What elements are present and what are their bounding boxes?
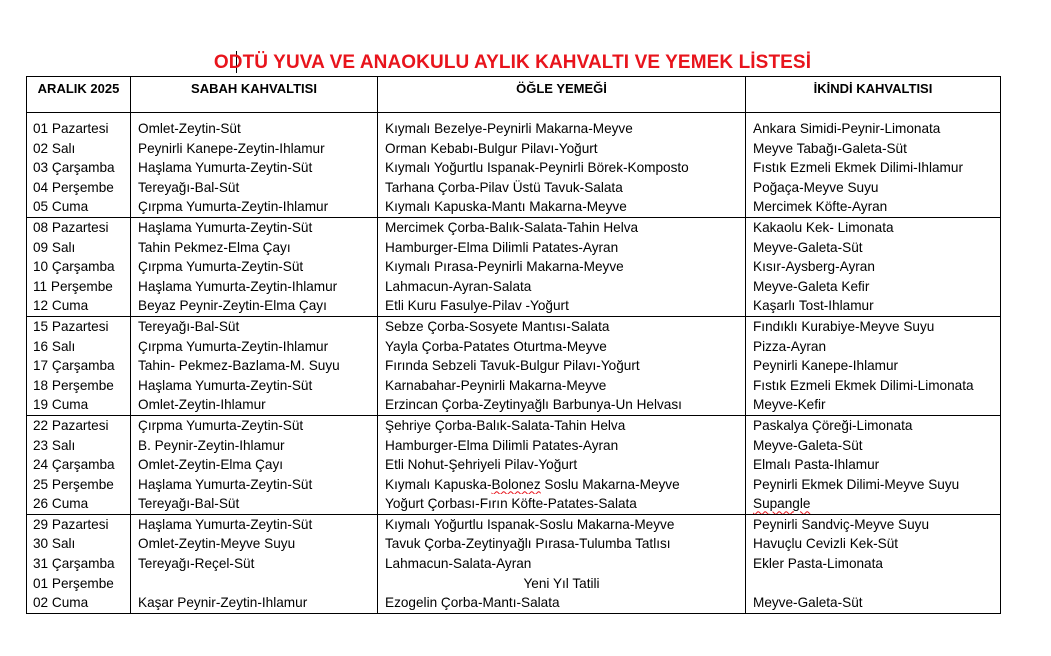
snack-cell: Havuçlu Cevizli Kek-Süt — [746, 534, 1001, 554]
breakfast-cell: Omlet-Zeytin-Meyve Suyu — [131, 534, 378, 554]
breakfast-cell: Haşlama Yumurta-Zeytin-Süt — [131, 514, 378, 534]
lunch-cell: Erzincan Çorba-Zeytinyağlı Barbunya-Un Helvası — [378, 395, 746, 415]
day-cell: 29 Pazartesi — [27, 514, 131, 534]
page-title: ODTÜ YUVA VE ANAOKULU AYLIK KAHVALTI VE YEMEK LİSTESİ — [213, 52, 812, 73]
breakfast-cell: Beyaz Peynir-Zeytin-Elma Çayı — [131, 296, 378, 316]
table-row — [27, 415, 1001, 435]
table-row — [27, 296, 1001, 316]
menu-body — [27, 113, 1001, 614]
breakfast-cell: Kaşar Peynir-Zeytin-Ihlamur — [131, 593, 378, 613]
day-cell: 12 Cuma — [27, 296, 131, 316]
breakfast-header: SABAH KAHVALTISI — [131, 77, 378, 113]
breakfast-cell: Haşlama Yumurta-Zeytin-Süt — [131, 475, 378, 495]
lunch-cell: Hamburger-Elma Dilimli Patates-Ayran — [378, 436, 746, 456]
table-row — [27, 277, 1001, 297]
table-row — [27, 574, 1001, 594]
breakfast-cell: Haşlama Yumurta-Zeytin-Süt — [131, 217, 378, 237]
snack-cell: Pizza-Ayran — [746, 337, 1001, 357]
breakfast-cell: Haşlama Yumurta-Zeytin-Ihlamur — [131, 277, 378, 297]
breakfast-cell: Çırpma Yumurta-Zeytin-Ihlamur — [131, 197, 378, 217]
snack-cell: Fıstık Ezmeli Ekmek Dilimi-Ihlamur — [746, 158, 1001, 178]
table-row — [27, 376, 1001, 396]
snack-cell: Kısır-Aysberg-Ayran — [746, 257, 1001, 277]
table-row — [27, 316, 1001, 336]
lunch-cell: Kıymalı Pırasa-Peynirli Makarna-Meyve — [378, 257, 746, 277]
month-header: ARALIK 2025 — [27, 77, 131, 113]
day-cell: 24 Çarşamba — [27, 455, 131, 475]
table-row — [27, 475, 1001, 495]
table-row — [27, 139, 1001, 159]
day-cell: 01 Perşembe — [27, 574, 131, 594]
breakfast-cell: Tahin- Pekmez-Bazlama-M. Suyu — [131, 356, 378, 376]
table-row — [27, 119, 1001, 139]
lunch-cell: Kıymalı Kapuska-Mantı Makarna-Meyve — [378, 197, 746, 217]
spellcheck-word: Supangle — [753, 496, 811, 512]
lunch-cell: Sebze Çorba-Sosyete Mantısı-Salata — [378, 316, 746, 336]
lunch-cell: Yoğurt Çorbası-Fırın Köfte-Patates-Salata — [378, 494, 746, 514]
lunch-cell: Kıymalı Kapuska-Bolonez Soslu Makarna-Meyve — [378, 475, 746, 495]
snack-cell: Meyve-Kefir — [746, 395, 1001, 415]
snack-cell: Meyve-Galeta-Süt — [746, 238, 1001, 258]
day-cell: 15 Pazartesi — [27, 316, 131, 336]
snack-cell: Paskalya Çöreği-Limonata — [746, 415, 1001, 435]
breakfast-cell: Omlet-Zeytin-Süt — [131, 119, 378, 139]
day-cell: 09 Salı — [27, 238, 131, 258]
lunch-cell: Etli Kuru Fasulye-Pilav -Yoğurt — [378, 296, 746, 316]
breakfast-cell: Haşlama Yumurta-Zeytin-Süt — [131, 158, 378, 178]
table-row — [27, 356, 1001, 376]
day-cell: 10 Çarşamba — [27, 257, 131, 277]
breakfast-cell: Tereyağı-Bal-Süt — [131, 494, 378, 514]
table-row — [27, 217, 1001, 237]
day-cell: 03 Çarşamba — [27, 158, 131, 178]
lunch-cell: Ezogelin Çorba-Mantı-Salata — [378, 593, 746, 613]
table-row — [27, 455, 1001, 475]
day-cell: 05 Cuma — [27, 197, 131, 217]
breakfast-cell: Tereyağı-Bal-Süt — [131, 316, 378, 336]
snack-cell: Kaşarlı Tost-Ihlamur — [746, 296, 1001, 316]
snack-cell: Meyve-Galeta-Süt — [746, 436, 1001, 456]
day-cell: 31 Çarşamba — [27, 554, 131, 574]
lunch-cell: Kıymalı Yoğurtlu Ispanak-Soslu Makarna-Meyve — [378, 514, 746, 534]
snack-cell: Elmalı Pasta-Ihlamur — [746, 455, 1001, 475]
snack-header: İKİNDİ KAHVALTISI — [746, 77, 1001, 113]
snack-cell — [746, 574, 1001, 594]
breakfast-cell: Haşlama Yumurta-Zeytin-Süt — [131, 376, 378, 396]
table-row — [27, 514, 1001, 534]
day-cell: 26 Cuma — [27, 494, 131, 514]
header-row — [27, 77, 1001, 113]
snack-cell: Poğaça-Meyve Suyu — [746, 178, 1001, 198]
snack-cell: Meyve Tabağı-Galeta-Süt — [746, 139, 1001, 159]
table-row — [27, 554, 1001, 574]
lunch-cell: Kıymalı Bezelye-Peynirli Makarna-Meyve — [378, 119, 746, 139]
lunch-cell: Yeni Yıl Tatili — [378, 574, 746, 594]
menu-table — [26, 76, 1001, 614]
lunch-cell: Mercimek Çorba-Balık-Salata-Tahin Helva — [378, 217, 746, 237]
spellcheck-word: Bolonez — [491, 476, 541, 492]
table-row — [27, 257, 1001, 277]
lunch-cell: Karnabahar-Peynirli Makarna-Meyve — [378, 376, 746, 396]
table-row — [27, 197, 1001, 217]
breakfast-cell: Çırpma Yumurta-Zeytin-Süt — [131, 257, 378, 277]
table-row — [27, 395, 1001, 415]
breakfast-cell: Omlet-Zeytin-Elma Çayı — [131, 455, 378, 475]
day-cell: 04 Perşembe — [27, 178, 131, 198]
table-row — [27, 494, 1001, 514]
day-cell: 08 Pazartesi — [27, 217, 131, 237]
lunch-cell: Lahmacun-Salata-Ayran — [378, 554, 746, 574]
day-cell: 16 Salı — [27, 337, 131, 357]
lunch-cell: Orman Kebabı-Bulgur Pilavı-Yoğurt — [378, 139, 746, 159]
lunch-cell: Fırında Sebzeli Tavuk-Bulgur Pilavı-Yoğurt — [378, 356, 746, 376]
breakfast-cell: Çırpma Yumurta-Zeytin-Süt — [131, 415, 378, 435]
day-cell: 19 Cuma — [27, 395, 131, 415]
day-cell: 23 Salı — [27, 436, 131, 456]
lunch-cell: Tarhana Çorba-Pilav Üstü Tavuk-Salata — [378, 178, 746, 198]
table-row — [27, 238, 1001, 258]
lunch-cell: Tavuk Çorba-Zeytinyağlı Pırasa-Tulumba Tatlısı — [378, 534, 746, 554]
breakfast-cell — [131, 574, 378, 594]
table-row — [27, 158, 1001, 178]
lunch-cell: Şehriye Çorba-Balık-Salata-Tahin Helva — [378, 415, 746, 435]
lunch-cell: Yayla Çorba-Patates Oturtma-Meyve — [378, 337, 746, 357]
day-cell: 01 Pazartesi — [27, 119, 131, 139]
table-row — [27, 337, 1001, 357]
breakfast-cell: B. Peynir-Zeytin-Ihlamur — [131, 436, 378, 456]
table-row — [27, 436, 1001, 456]
lunch-cell: Etli Nohut-Şehriyeli Pilav-Yoğurt — [378, 455, 746, 475]
snack-cell: Meyve-Galeta-Süt — [746, 593, 1001, 613]
snack-cell: Fındıklı Kurabiye-Meyve Suyu — [746, 316, 1001, 336]
lunch-cell: Lahmacun-Ayran-Salata — [378, 277, 746, 297]
day-cell: 02 Salı — [27, 139, 131, 159]
day-cell: 02 Cuma — [27, 593, 131, 613]
breakfast-cell: Peynirli Kanepe-Zeytin-Ihlamur — [131, 139, 378, 159]
snack-cell: Ankara Simidi-Peynir-Limonata — [746, 119, 1001, 139]
table-row — [27, 534, 1001, 554]
breakfast-cell: Omlet-Zeytin-Ihlamur — [131, 395, 378, 415]
day-cell: 11 Perşembe — [27, 277, 131, 297]
day-cell: 17 Çarşamba — [27, 356, 131, 376]
breakfast-cell: Tereyağı-Reçel-Süt — [131, 554, 378, 574]
snack-cell: Kakaolu Kek- Limonata — [746, 217, 1001, 237]
breakfast-cell: Tereyağı-Bal-Süt — [131, 178, 378, 198]
table-row — [27, 593, 1001, 613]
lunch-header: ÖĞLE YEMEĞİ — [378, 77, 746, 113]
snack-cell: Peynirli Sandviç-Meyve Suyu — [746, 514, 1001, 534]
snack-cell: Peynirli Kanepe-Ihlamur — [746, 356, 1001, 376]
snack-cell: Peynirli Ekmek Dilimi-Meyve Suyu — [746, 475, 1001, 495]
breakfast-cell: Çırpma Yumurta-Zeytin-Ihlamur — [131, 337, 378, 357]
snack-cell — [746, 494, 1001, 514]
day-cell: 18 Perşembe — [27, 376, 131, 396]
table-row — [27, 178, 1001, 198]
day-cell: 22 Pazartesi — [27, 415, 131, 435]
snack-cell: Fıstık Ezmeli Ekmek Dilimi-Limonata — [746, 376, 1001, 396]
snack-cell: Mercimek Köfte-Ayran — [746, 197, 1001, 217]
day-cell: 25 Perşembe — [27, 475, 131, 495]
lunch-cell: Hamburger-Elma Dilimli Patates-Ayran — [378, 238, 746, 258]
lunch-cell: Kıymalı Yoğurtlu Ispanak-Peynirli Börek-Komposto — [378, 158, 746, 178]
breakfast-cell: Tahin Pekmez-Elma Çayı — [131, 238, 378, 258]
day-cell: 30 Salı — [27, 534, 131, 554]
snack-cell: Ekler Pasta-Limonata — [746, 554, 1001, 574]
snack-cell: Meyve-Galeta Kefir — [746, 277, 1001, 297]
